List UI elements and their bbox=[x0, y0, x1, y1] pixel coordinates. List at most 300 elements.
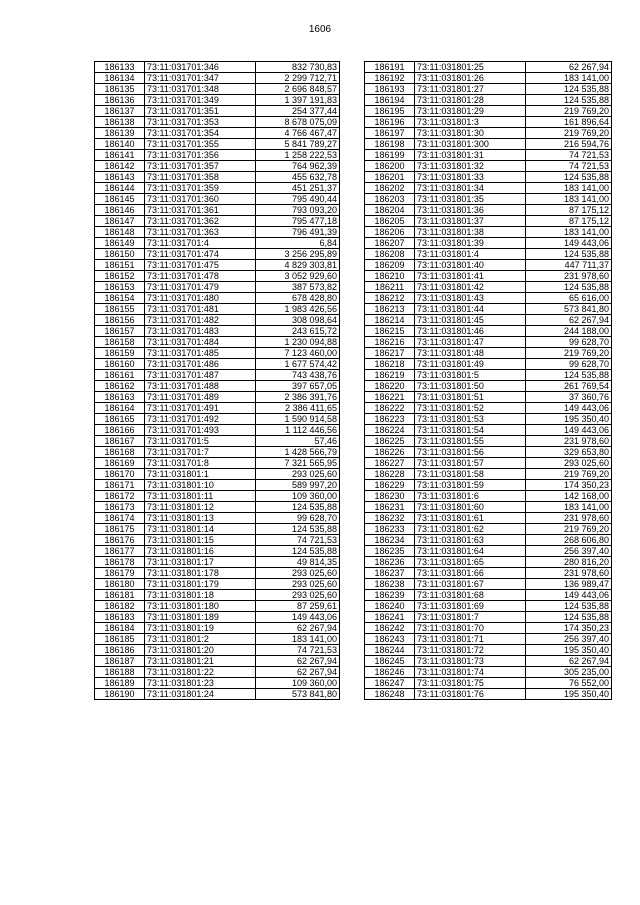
table-row bbox=[95, 458, 340, 469]
table-row bbox=[365, 84, 612, 95]
cadastral-value: 149 443,06 bbox=[526, 425, 612, 436]
cadastral-value: 87 259,61 bbox=[256, 601, 340, 612]
cadastral-value: 795 490,44 bbox=[256, 194, 340, 205]
table-row bbox=[365, 271, 612, 282]
cadastral-number: 73:11:031701:358 bbox=[145, 172, 256, 183]
row-number: 186158 bbox=[95, 337, 145, 348]
cadastral-value: 1 258 222,53 bbox=[256, 150, 340, 161]
cadastral-value: 124 535,88 bbox=[526, 282, 612, 293]
row-number: 186154 bbox=[95, 293, 145, 304]
row-number: 186137 bbox=[95, 106, 145, 117]
table-row bbox=[95, 656, 340, 667]
cadastral-value: 195 350,40 bbox=[526, 414, 612, 425]
page-number: 1606 bbox=[308, 24, 332, 35]
table-row bbox=[365, 227, 612, 238]
table-row bbox=[95, 337, 340, 348]
row-number: 186200 bbox=[365, 161, 415, 172]
cadastral-number: 73:11:031801:59 bbox=[415, 480, 526, 491]
cadastral-number: 73:11:031801:53 bbox=[415, 414, 526, 425]
cadastral-number: 73:11:031801:24 bbox=[145, 689, 256, 700]
table-row bbox=[95, 139, 340, 150]
cadastral-value: 1 983 426,56 bbox=[256, 304, 340, 315]
row-number: 186147 bbox=[95, 216, 145, 227]
cadastral-value: 149 443,06 bbox=[526, 403, 612, 414]
table-row bbox=[365, 579, 612, 590]
row-number: 186217 bbox=[365, 348, 415, 359]
cadastral-number: 73:11:031701:4 bbox=[145, 238, 256, 249]
row-number: 186176 bbox=[95, 535, 145, 546]
cadastral-value: 1 397 191,83 bbox=[256, 95, 340, 106]
cadastral-value: 795 477,18 bbox=[256, 216, 340, 227]
table-row bbox=[95, 326, 340, 337]
table-row bbox=[95, 623, 340, 634]
table-row bbox=[365, 205, 612, 216]
row-number: 186152 bbox=[95, 271, 145, 282]
cadastral-value: 149 443,06 bbox=[526, 590, 612, 601]
cadastral-number: 73:11:031801:74 bbox=[415, 667, 526, 678]
table-row bbox=[365, 689, 612, 700]
table-row bbox=[365, 293, 612, 304]
cadastral-value: 57,46 bbox=[256, 436, 340, 447]
table-row bbox=[95, 645, 340, 656]
cadastral-value: 4 766 467,47 bbox=[256, 128, 340, 139]
cadastral-value: 796 491,39 bbox=[256, 227, 340, 238]
row-number: 186229 bbox=[365, 480, 415, 491]
cadastral-value: 293 025,60 bbox=[526, 458, 612, 469]
cadastral-value: 65 616,00 bbox=[526, 293, 612, 304]
table-row bbox=[95, 546, 340, 557]
cadastral-number: 73:11:031801:1 bbox=[145, 469, 256, 480]
cadastral-value: 99 628,70 bbox=[526, 337, 612, 348]
cadastral-value: 161 896,64 bbox=[526, 117, 612, 128]
row-number: 186164 bbox=[95, 403, 145, 414]
cadastral-number: 73:11:031801:71 bbox=[415, 634, 526, 645]
table-row bbox=[365, 150, 612, 161]
cadastral-number: 73:11:031701:356 bbox=[145, 150, 256, 161]
table-row bbox=[365, 315, 612, 326]
cadastral-number: 73:11:031801:64 bbox=[415, 546, 526, 557]
cadastral-number: 73:11:031801:34 bbox=[415, 183, 526, 194]
cadastral-value: 124 535,88 bbox=[256, 524, 340, 535]
cadastral-number: 73:11:031801:3 bbox=[415, 117, 526, 128]
table-row bbox=[95, 282, 340, 293]
row-number: 186237 bbox=[365, 568, 415, 579]
cadastral-number: 73:11:031701:479 bbox=[145, 282, 256, 293]
table-row bbox=[95, 480, 340, 491]
cadastral-number: 73:11:031801:28 bbox=[415, 95, 526, 106]
table-row bbox=[95, 271, 340, 282]
table-row bbox=[365, 403, 612, 414]
cadastral-value: 183 141,00 bbox=[526, 194, 612, 205]
cadastral-value: 195 350,40 bbox=[526, 689, 612, 700]
table-row bbox=[95, 392, 340, 403]
table-row bbox=[365, 172, 612, 183]
cadastral-value: 293 025,60 bbox=[256, 590, 340, 601]
table-row bbox=[95, 678, 340, 689]
cadastral-value: 124 535,88 bbox=[526, 249, 612, 260]
row-number: 186226 bbox=[365, 447, 415, 458]
cadastral-number: 73:11:031701:363 bbox=[145, 227, 256, 238]
cadastral-number: 73:11:031801:17 bbox=[145, 557, 256, 568]
cadastral-value: 109 360,00 bbox=[256, 491, 340, 502]
row-number: 186161 bbox=[95, 370, 145, 381]
table-row bbox=[95, 403, 340, 414]
cadastral-number: 73:11:031801:41 bbox=[415, 271, 526, 282]
row-number: 186179 bbox=[95, 568, 145, 579]
cadastral-value: 1 590 914,58 bbox=[256, 414, 340, 425]
cadastral-number: 73:11:031701:483 bbox=[145, 326, 256, 337]
cadastral-number: 73:11:031801:43 bbox=[415, 293, 526, 304]
table-row bbox=[95, 117, 340, 128]
cadastral-number: 73:11:031801:44 bbox=[415, 304, 526, 315]
table-row bbox=[95, 315, 340, 326]
cadastral-value: 183 141,00 bbox=[256, 634, 340, 645]
cadastral-number: 73:11:031801:61 bbox=[415, 513, 526, 524]
table-row bbox=[95, 381, 340, 392]
row-number: 186187 bbox=[95, 656, 145, 667]
cadastral-number: 73:11:031701:480 bbox=[145, 293, 256, 304]
cadastral-number: 73:11:031701:478 bbox=[145, 271, 256, 282]
table-row bbox=[365, 183, 612, 194]
cadastral-value: 149 443,06 bbox=[526, 238, 612, 249]
row-number: 186174 bbox=[95, 513, 145, 524]
cadastral-number: 73:11:031801:42 bbox=[415, 282, 526, 293]
cadastral-value: 447 711,37 bbox=[526, 260, 612, 271]
table-row bbox=[365, 568, 612, 579]
cadastral-number: 73:11:031801:26 bbox=[415, 73, 526, 84]
table-row bbox=[365, 601, 612, 612]
cadastral-value: 124 535,88 bbox=[526, 601, 612, 612]
cadastral-number: 73:11:031801:23 bbox=[145, 678, 256, 689]
cadastral-value: 219 769,20 bbox=[526, 348, 612, 359]
cadastral-number: 73:11:031801:4 bbox=[415, 249, 526, 260]
cadastral-value: 74 721,53 bbox=[256, 535, 340, 546]
row-number: 186201 bbox=[365, 172, 415, 183]
table-row bbox=[95, 73, 340, 84]
cadastral-number: 73:11:031801:33 bbox=[415, 172, 526, 183]
row-number: 186165 bbox=[95, 414, 145, 425]
table-row bbox=[95, 62, 340, 73]
table-row bbox=[365, 238, 612, 249]
cadastral-number: 73:11:031701:487 bbox=[145, 370, 256, 381]
cadastral-value: 1 112 446,56 bbox=[256, 425, 340, 436]
table-row bbox=[365, 260, 612, 271]
cadastral-number: 73:11:031801:66 bbox=[415, 568, 526, 579]
row-number: 186166 bbox=[95, 425, 145, 436]
row-number: 186206 bbox=[365, 227, 415, 238]
cadastral-number: 73:11:031801:18 bbox=[145, 590, 256, 601]
cadastral-value: 124 535,88 bbox=[526, 612, 612, 623]
cadastral-number: 73:11:031701:488 bbox=[145, 381, 256, 392]
cadastral-number: 73:11:031801:58 bbox=[415, 469, 526, 480]
row-number: 186244 bbox=[365, 645, 415, 656]
cadastral-number: 73:11:031801:11 bbox=[145, 491, 256, 502]
table-row bbox=[365, 678, 612, 689]
cadastral-number: 73:11:031801:67 bbox=[415, 579, 526, 590]
cadastral-value: 293 025,60 bbox=[256, 568, 340, 579]
cadastral-number: 73:11:031801:27 bbox=[415, 84, 526, 95]
cadastral-value: 3 256 295,89 bbox=[256, 249, 340, 260]
row-number: 186242 bbox=[365, 623, 415, 634]
cadastral-number: 73:11:031801:70 bbox=[415, 623, 526, 634]
row-number: 186175 bbox=[95, 524, 145, 535]
row-number: 186171 bbox=[95, 480, 145, 491]
table-row bbox=[95, 128, 340, 139]
row-number: 186142 bbox=[95, 161, 145, 172]
table-row bbox=[95, 469, 340, 480]
cadastral-number: 73:11:031801:189 bbox=[145, 612, 256, 623]
cadastral-number: 73:11:031801:15 bbox=[145, 535, 256, 546]
table-row bbox=[95, 491, 340, 502]
cadastral-number: 73:11:031801:73 bbox=[415, 656, 526, 667]
cadastral-value: 76 552,00 bbox=[526, 678, 612, 689]
row-number: 186196 bbox=[365, 117, 415, 128]
cadastral-number: 73:11:031801:51 bbox=[415, 392, 526, 403]
table-row bbox=[95, 667, 340, 678]
cadastral-number: 73:11:031801:48 bbox=[415, 348, 526, 359]
cadastral-number: 73:11:031801:2 bbox=[145, 634, 256, 645]
table-row bbox=[95, 348, 340, 359]
row-number: 186211 bbox=[365, 282, 415, 293]
cadastral-value: 329 653,80 bbox=[526, 447, 612, 458]
table-row bbox=[95, 205, 340, 216]
row-number: 186233 bbox=[365, 524, 415, 535]
cadastral-number: 73:11:031801:72 bbox=[415, 645, 526, 656]
cadastral-value: 216 594,76 bbox=[526, 139, 612, 150]
cadastral-value: 99 628,70 bbox=[526, 359, 612, 370]
cadastral-value: 268 606,80 bbox=[526, 535, 612, 546]
table-row bbox=[365, 139, 612, 150]
row-number: 186216 bbox=[365, 337, 415, 348]
cadastral-value: 37 360,76 bbox=[526, 392, 612, 403]
cadastral-value: 124 535,88 bbox=[526, 370, 612, 381]
table-row bbox=[365, 370, 612, 381]
table-row bbox=[95, 524, 340, 535]
cadastral-value: 7 123 460,00 bbox=[256, 348, 340, 359]
cadastral-number: 73:11:031801:65 bbox=[415, 557, 526, 568]
cadastral-number: 73:11:031801:12 bbox=[145, 502, 256, 513]
cadastral-number: 73:11:031801:16 bbox=[145, 546, 256, 557]
table-row bbox=[365, 590, 612, 601]
cadastral-value: 62 267,94 bbox=[256, 623, 340, 634]
cadastral-number: 73:11:031801:49 bbox=[415, 359, 526, 370]
table-row bbox=[365, 623, 612, 634]
cadastral-number: 73:11:031801:63 bbox=[415, 535, 526, 546]
row-number: 186234 bbox=[365, 535, 415, 546]
cadastral-value: 1 677 574,42 bbox=[256, 359, 340, 370]
cadastral-number: 73:11:031701:482 bbox=[145, 315, 256, 326]
cadastral-value: 243 615,72 bbox=[256, 326, 340, 337]
cadastral-value: 99 628,70 bbox=[256, 513, 340, 524]
table-row bbox=[95, 95, 340, 106]
table-row bbox=[365, 381, 612, 392]
table-row bbox=[95, 150, 340, 161]
table-row bbox=[365, 524, 612, 535]
row-number: 186241 bbox=[365, 612, 415, 623]
cadastral-value: 254 377,44 bbox=[256, 106, 340, 117]
row-number: 186153 bbox=[95, 282, 145, 293]
cadastral-value: 764 962,39 bbox=[256, 161, 340, 172]
cadastral-value: 2 386 391,76 bbox=[256, 392, 340, 403]
table-row bbox=[95, 612, 340, 623]
row-number: 186203 bbox=[365, 194, 415, 205]
table-row bbox=[365, 469, 612, 480]
table-row bbox=[95, 436, 340, 447]
cadastral-value: 293 025,60 bbox=[256, 579, 340, 590]
row-number: 186160 bbox=[95, 359, 145, 370]
cadastral-value: 244 188,00 bbox=[526, 326, 612, 337]
row-number: 186214 bbox=[365, 315, 415, 326]
row-number: 186191 bbox=[365, 62, 415, 73]
row-number: 186221 bbox=[365, 392, 415, 403]
table-row bbox=[365, 535, 612, 546]
row-number: 186186 bbox=[95, 645, 145, 656]
table-row bbox=[365, 304, 612, 315]
table-row bbox=[365, 447, 612, 458]
row-number: 186156 bbox=[95, 315, 145, 326]
cadastral-number: 73:11:031801:39 bbox=[415, 238, 526, 249]
table-row bbox=[365, 392, 612, 403]
cadastral-number: 73:11:031801:20 bbox=[145, 645, 256, 656]
cadastral-number: 73:11:031701:357 bbox=[145, 161, 256, 172]
cadastral-number: 73:11:031801:62 bbox=[415, 524, 526, 535]
table-row bbox=[365, 557, 612, 568]
row-number: 186197 bbox=[365, 128, 415, 139]
cadastral-value: 62 267,94 bbox=[526, 315, 612, 326]
row-number: 186205 bbox=[365, 216, 415, 227]
table-row bbox=[365, 634, 612, 645]
cadastral-number: 73:11:031801:60 bbox=[415, 502, 526, 513]
row-number: 186151 bbox=[95, 260, 145, 271]
row-number: 186202 bbox=[365, 183, 415, 194]
cadastral-value: 74 721,53 bbox=[256, 645, 340, 656]
cadastral-number: 73:11:031801:47 bbox=[415, 337, 526, 348]
table-row bbox=[365, 161, 612, 172]
cadastral-value: 231 978,60 bbox=[526, 436, 612, 447]
cadastral-value: 62 267,94 bbox=[256, 667, 340, 678]
row-number: 186194 bbox=[365, 95, 415, 106]
cadastral-value: 5 841 789,27 bbox=[256, 139, 340, 150]
table-row bbox=[365, 348, 612, 359]
table-row bbox=[365, 612, 612, 623]
cadastral-number: 73:11:031701:486 bbox=[145, 359, 256, 370]
row-number: 186145 bbox=[95, 194, 145, 205]
cadastral-number: 73:11:031701:355 bbox=[145, 139, 256, 150]
row-number: 186218 bbox=[365, 359, 415, 370]
cadastral-number: 73:11:031801:55 bbox=[415, 436, 526, 447]
cadastral-number: 73:11:031801:21 bbox=[145, 656, 256, 667]
table-row bbox=[95, 249, 340, 260]
row-number: 186209 bbox=[365, 260, 415, 271]
cadastral-value: 231 978,60 bbox=[526, 568, 612, 579]
row-number: 186172 bbox=[95, 491, 145, 502]
row-number: 186213 bbox=[365, 304, 415, 315]
cadastral-value: 219 769,20 bbox=[526, 106, 612, 117]
row-number: 186141 bbox=[95, 150, 145, 161]
cadastral-number: 73:11:031801:37 bbox=[415, 216, 526, 227]
row-number: 186188 bbox=[95, 667, 145, 678]
row-number: 186225 bbox=[365, 436, 415, 447]
table-row bbox=[95, 634, 340, 645]
cadastral-value: 743 438,76 bbox=[256, 370, 340, 381]
cadastral-number: 73:11:031701:359 bbox=[145, 183, 256, 194]
row-number: 186184 bbox=[95, 623, 145, 634]
row-number: 186169 bbox=[95, 458, 145, 469]
cadastral-number: 73:11:031801:54 bbox=[415, 425, 526, 436]
row-number: 186159 bbox=[95, 348, 145, 359]
cadastral-number: 73:11:031801:14 bbox=[145, 524, 256, 535]
cadastral-value: 455 632,78 bbox=[256, 172, 340, 183]
cadastral-value: 219 769,20 bbox=[526, 128, 612, 139]
table-row bbox=[365, 337, 612, 348]
cadastral-number: 73:11:031801:31 bbox=[415, 150, 526, 161]
row-number: 186181 bbox=[95, 590, 145, 601]
row-number: 186212 bbox=[365, 293, 415, 304]
cadastral-number: 73:11:031701:347 bbox=[145, 73, 256, 84]
row-number: 186168 bbox=[95, 447, 145, 458]
table-row bbox=[365, 359, 612, 370]
table-row bbox=[365, 502, 612, 513]
cadastral-table-right bbox=[364, 61, 612, 700]
cadastral-value: 256 397,40 bbox=[526, 634, 612, 645]
cadastral-number: 73:11:031801:50 bbox=[415, 381, 526, 392]
cadastral-number: 73:11:031801:56 bbox=[415, 447, 526, 458]
cadastral-number: 73:11:031701:475 bbox=[145, 260, 256, 271]
cadastral-value: 387 573,82 bbox=[256, 282, 340, 293]
cadastral-number: 73:11:031801:300 bbox=[415, 139, 526, 150]
cadastral-number: 73:11:031701:8 bbox=[145, 458, 256, 469]
table-row bbox=[95, 502, 340, 513]
cadastral-value: 174 350,23 bbox=[526, 480, 612, 491]
row-number: 186140 bbox=[95, 139, 145, 150]
cadastral-value: 305 235,00 bbox=[526, 667, 612, 678]
row-number: 186210 bbox=[365, 271, 415, 282]
cadastral-number: 73:11:031801:25 bbox=[415, 62, 526, 73]
table-row bbox=[95, 425, 340, 436]
cadastral-number: 73:11:031701:492 bbox=[145, 414, 256, 425]
cadastral-number: 73:11:031801:7 bbox=[415, 612, 526, 623]
cadastral-value: 183 141,00 bbox=[526, 73, 612, 84]
table-row bbox=[95, 238, 340, 249]
table-row bbox=[95, 216, 340, 227]
cadastral-value: 678 428,80 bbox=[256, 293, 340, 304]
cadastral-value: 109 360,00 bbox=[256, 678, 340, 689]
table-row bbox=[365, 491, 612, 502]
row-number: 186167 bbox=[95, 436, 145, 447]
table-row bbox=[365, 667, 612, 678]
row-number: 186157 bbox=[95, 326, 145, 337]
cadastral-number: 73:11:031801:22 bbox=[145, 667, 256, 678]
row-number: 186177 bbox=[95, 546, 145, 557]
row-number: 186183 bbox=[95, 612, 145, 623]
row-number: 186170 bbox=[95, 469, 145, 480]
cadastral-number: 73:11:031701:349 bbox=[145, 95, 256, 106]
cadastral-number: 73:11:031801:36 bbox=[415, 205, 526, 216]
row-number: 186198 bbox=[365, 139, 415, 150]
row-number: 186178 bbox=[95, 557, 145, 568]
cadastral-value: 2 696 848,57 bbox=[256, 84, 340, 95]
row-number: 186149 bbox=[95, 238, 145, 249]
table-row bbox=[95, 227, 340, 238]
cadastral-value: 195 350,40 bbox=[526, 645, 612, 656]
cadastral-number: 73:11:031701:5 bbox=[145, 436, 256, 447]
table-row bbox=[365, 95, 612, 106]
cadastral-value: 183 141,00 bbox=[526, 227, 612, 238]
table-row bbox=[365, 480, 612, 491]
row-number: 186240 bbox=[365, 601, 415, 612]
row-number: 186224 bbox=[365, 425, 415, 436]
row-number: 186215 bbox=[365, 326, 415, 337]
